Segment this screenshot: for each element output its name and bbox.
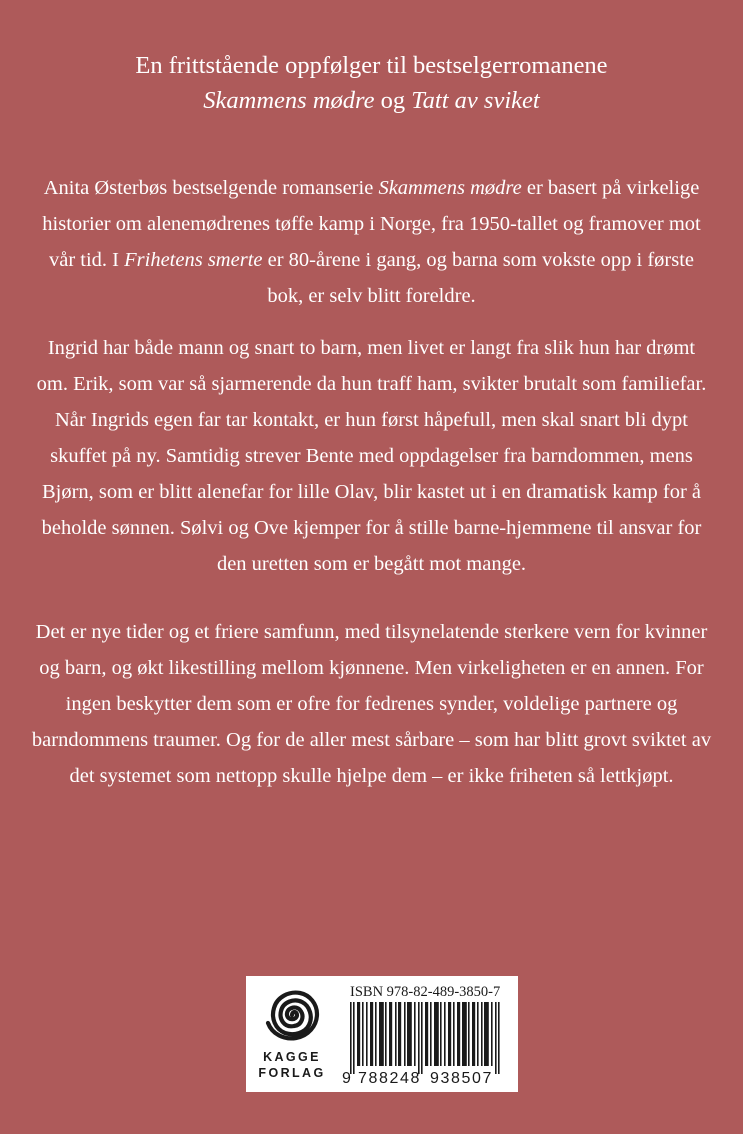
blurb-text: Anita Østerbøs bestselgende romanserie [43, 177, 379, 199]
title-skammens-modre: Skammens mødre [203, 87, 375, 114]
barcode-bars [340, 1002, 512, 1074]
publisher-name-line2: FORLAG [258, 1066, 326, 1080]
barcode-panel [246, 976, 518, 1092]
isbn-label: ISBN 978-82-489-3850-7 [350, 984, 501, 1000]
barcode-digit-first: 9 [342, 1070, 351, 1087]
barcode-digits-left: 788248 [358, 1070, 421, 1087]
blurb-book-title: Frihetens smerte [124, 249, 263, 271]
publisher-logo [254, 982, 330, 1086]
publisher-name-line1: KAGGE [263, 1050, 321, 1064]
title-joiner: og [374, 87, 412, 114]
blurb-paragraph-theme: Det er nye tider og et friere samfunn, med tilsynelatende sterkere vern for kvinner og barn, og økt likestilling mellom kjønnene. Men virkeligheten er en annen. For ingen beskytter dem som er ofre for fedrenes synder, voldelige partnere og barndommens traumer. Og for de aller mest sårbare – som har blitt grovt sviktet av det systemet som nettopp skulle hjelpe dem – er ikke friheten så lettkjøpt. [31, 621, 712, 787]
barcode-digits-right: 938507 [430, 1070, 493, 1087]
spiral-icon [262, 984, 322, 1046]
tagline-titles [0, 83, 743, 118]
blurb-paragraph-intro [30, 170, 713, 314]
blurb-text: er 80-årene i gang, og barna som vokste opp i første bok, er selv blitt foreldre. [262, 249, 695, 307]
blurb-paragraph-plot: Ingrid har både mann og snart to barn, men livet er langt fra slik hun har drømt om. Erik, som var så sjarmerende da hun traff ham, svikter brutalt som familiefar. Når Ingrids egen far tar kontakt, er hun først håpefull, men skal snart bli dypt skuffet på ny. Samtidig strever Bente med oppdagelser fra barndommen, mens Bjørn, som er blitt alenefar for lille Olav, blir kastet ut i en dramatisk kamp for å beholde sønnen. Sølvi og Ove kjemper for å stille barne-hjemmene til ansvar for den uretten som er begått mot mange. [36, 337, 707, 575]
blurb-text: er basert på virkelige historier om alenemødrenes tøffe kamp i Norge, fra 1950-tallet og framover mot vår tid. I [42, 177, 701, 271]
cover-tagline [0, 48, 743, 118]
blurb-series-title: Skammens mødre [378, 177, 522, 199]
title-tatt-av-sviket: Tatt av sviket [411, 87, 540, 114]
tagline-line: En frittstående oppfølger til bestselgerromanene [135, 52, 608, 79]
